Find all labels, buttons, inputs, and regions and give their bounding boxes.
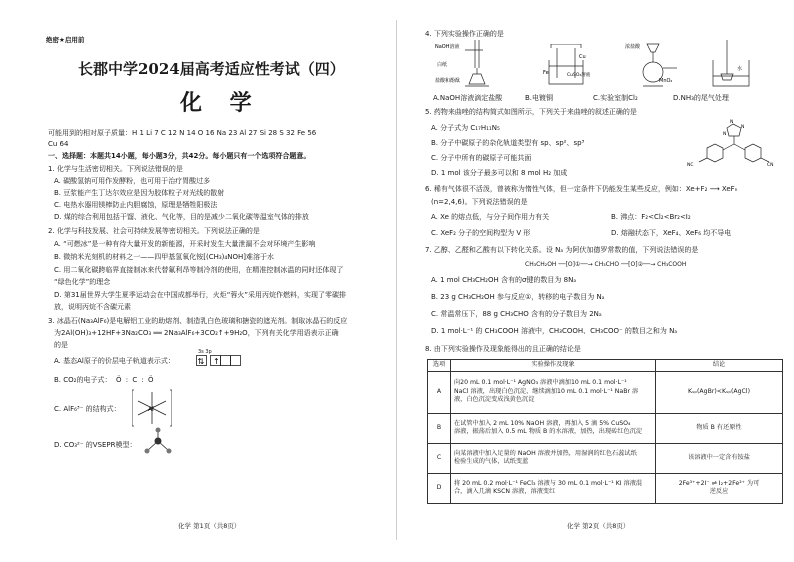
q2-option-b: B. 微纳米光刻机的材料之一——四甲基氢氧化铵[(CH₃)₄NOH]难溶于水 — [54, 253, 274, 261]
table-header-row — [428, 360, 783, 372]
q3-option-a: A. 基态Al原子的价层电子轨道表示式： — [54, 357, 175, 365]
row-conclusion: 物质 B 有还原性 — [656, 413, 783, 443]
row-conclusion — [656, 473, 783, 503]
q6-option-a: A. Xe 的熔点低，与分子间作用力有关 — [431, 213, 550, 221]
q5-option-c: C. 分子中所有的碳原子可能共面 — [431, 154, 532, 162]
operation-line: NaCl 溶液，出现白色沉淀，继续滴加10 mL 0.1 mol·L⁻¹ NaBr 溶 — [454, 387, 639, 395]
q6-option-c: C. XeF₂ 分子的空间构型为 V 形 — [431, 229, 531, 237]
exam-title: 长郡中学2024届高考适应性考试（四） — [78, 60, 345, 78]
q7-scheme: CH₃CH₂OH ──[O]①──→ CH₃CHO ──[O]②──→ CH₃COOH — [525, 261, 687, 268]
label-fe: Fe — [543, 70, 549, 76]
q3-stem-line3: 的是 — [54, 341, 68, 349]
operation-line: 检验生成的气体，试纸变蓝 — [454, 458, 529, 465]
svg-text:Al: Al — [148, 406, 154, 413]
ammonia-absorption-apparatus — [709, 40, 759, 90]
svg-text:↑: ↑ — [213, 357, 220, 366]
operation-line: 在试管中加入 2 mL 10% NaOH 溶液，再加入 5 滴 5% CuSO₄ — [454, 419, 631, 427]
q5-option-a: A. 分子式为 C₁₇H₁₁N₅ — [431, 124, 500, 132]
svg-text:⇅: ⇅ — [197, 357, 205, 366]
q1-option-d: D. 煤的综合利用包括干馏、液化、气化等，目的是减少二氧化碳等温室气体的排放 — [54, 213, 309, 221]
label-naoh: NaOH溶液 — [435, 44, 460, 50]
operation-line: 溶液，振荡后加入 0.5 mL 物质 B 的水溶液，加热，出现砖红色沉淀 — [454, 428, 643, 435]
label-hcl-conc: 浓盐酸 — [625, 44, 641, 50]
q3-option-d: D. CO₃²⁻ 的VSEPR模型： — [54, 441, 137, 449]
row-operation — [451, 413, 656, 443]
svg-text:N: N — [730, 120, 734, 125]
orbital-boxes — [196, 355, 248, 369]
atomic-masses-line2: Cu 64 — [48, 140, 69, 148]
label-hcl: 盐酸和酚酞 — [435, 78, 461, 84]
label-cuso4: CuSO₄溶液 — [567, 73, 591, 78]
q7-stem: 7. 乙醇、乙醛和乙酸有以下转化关系。设 Nₐ 为阿伏加德罗常数的值，下列说法错误的是 — [425, 246, 699, 254]
header-conclusion: 结论 — [656, 360, 783, 372]
table-row — [428, 473, 783, 503]
q6-stem-line2: (n=2,4,6)。下列说法错误的是 — [431, 198, 528, 206]
label-mno2: MnO₂ — [659, 78, 673, 84]
q2-option-d-line2: 放，说明丙烷不含碳元素 — [54, 303, 131, 311]
q7-option-c: C. 常温常压下，88 g CH₃CHO 含有的分子数目为 2Nₐ — [431, 310, 602, 318]
row-operation — [451, 443, 656, 473]
q3-stem-line1: 3. 冰晶石(Na₃AlF₆)是电解铝工业的助熔剂、制造乳白色玻璃和搪瓷的遮光剂。制取冰晶石的反应 — [48, 317, 348, 325]
q4-option-a: A.NaOH溶液滴定盐酸 — [433, 94, 503, 102]
svg-text:NC: NC — [687, 163, 694, 168]
footer-page-2: 化学 第2页（共8页） — [567, 522, 630, 530]
q4-option-b: B.电镀铜 — [525, 94, 554, 102]
conclusion-line: 2Fe³⁺+2I⁻ ⇌ I₂+2Fe²⁺ 为可 — [678, 479, 760, 487]
q8-stem: 8. 由下列实验操作及现象能得出的且正确的结论是 — [425, 345, 581, 353]
atomic-masses-line1: 可能用到的相对原子质量：H 1 Li 7 C 12 N 14 O 16 Na 23 Al 27 Si 28 S 32 Fe 56 — [48, 129, 317, 137]
electroplating-apparatus — [543, 44, 593, 90]
q1-option-b: B. 豆浆能产生丁达尔效应是因为胶体粒子对光线的散射 — [54, 189, 225, 197]
q2-option-d-line1: D. 第31届世界大学生夏季运动会在中国成都举行，火炬“蓉火”采用丙烷作燃料，实现了零碳排 — [54, 291, 346, 299]
operation-line: 向某溶液中加入足量的 NaOH 溶液并加热，用湿润的红色石蕊试纸 — [454, 449, 637, 457]
q4-option-c: C.实验室制Cl₂ — [593, 94, 638, 102]
q7-option-a: A. 1 mol CH₃CH₂OH 含有的σ键的数目为 8Nₐ — [431, 276, 577, 284]
conclusion-line: 逆反应 — [709, 488, 729, 495]
section-heading: 一、选择题：本题共14小题，每小题3分，共42分。每小题只有一个选项符合题意。 — [48, 152, 311, 160]
q3-option-c: C. AlF₆³⁻ 的结构式： — [54, 405, 121, 413]
label-water: 水 — [737, 66, 743, 72]
table-row — [428, 413, 783, 443]
label-cu: Cu — [579, 54, 586, 60]
row-option: B — [428, 413, 451, 443]
letrozole-structure — [687, 118, 779, 170]
table-row — [428, 443, 783, 473]
operation-line: 合，滴入几滴 KSCN 溶液，溶液变红 — [454, 488, 556, 495]
q2-option-c-line1: C. 用二氧化碳跨临界直接制冰来代替氟利昂等制冷剂的使用，在精准控制冰温的同时还体现了 — [54, 266, 344, 274]
q6-option-d: D. 熔融状态下，XeF₄、XeF₆ 均不导电 — [611, 229, 732, 237]
titration-apparatus — [435, 40, 491, 90]
chlorine-apparatus — [625, 38, 681, 90]
co3-vsepr-model — [140, 427, 176, 457]
row-conclusion: Kₛₚ(AgBr)<Kₛₚ(AgCl) — [656, 371, 783, 413]
header-operation: 实验操作及现象 — [451, 360, 656, 372]
q5-stem: 5. 药物来曲唑的结构简式如图所示，下列关于来曲唑的叙述正确的是 — [425, 108, 637, 116]
q1-option-a: A. 碳酸氢钠可用作发酵粉，也可用于治疗胃酸过多 — [54, 177, 211, 185]
header-option: 选项 — [428, 360, 451, 372]
q5-option-b: B. 分子中碳原子的杂化轨道类型有 sp、sp²、sp³ — [431, 139, 585, 147]
experiment-table — [427, 359, 783, 504]
q6-stem-line1: 6. 稀有气体很不活泼，曾被称为惰性气体，但一定条件下仍能发生某些反应，例如：Xe+F₂ ⟶ XeFₙ — [425, 185, 738, 193]
right-column — [397, 0, 794, 562]
q3-stem-line2: 为2Al(OH)₃+12HF+3Na₂CO₃ ══ 2Na₃AlF₆+3CO₂↑+9H₂O，下列有关化学用语表示正确 — [54, 329, 339, 337]
row-option: A — [428, 371, 451, 413]
q4-stem: 4. 下列实验操作正确的是 — [425, 30, 504, 38]
q2-option-c-line2: “绿色化学”的理念 — [54, 278, 111, 286]
svg-text:N: N — [741, 125, 745, 130]
row-conclusion: 该溶液中一定含有铵盐 — [656, 443, 783, 473]
operation-line: 向20 mL 0.1 mol·L⁻¹ AgNO₃ 溶液中滴加10 mL 0.1 mol·L⁻¹ — [454, 379, 627, 387]
table-row — [428, 371, 783, 413]
orbital-label: 3s 3p — [198, 349, 212, 355]
co2-electron-formula: Ö : C : Ö — [116, 376, 155, 384]
q2-stem: 2. 化学与科技发展、社会可持续发展等密切相关。下列说法正确的是 — [48, 227, 260, 235]
row-option: C — [428, 443, 451, 473]
svg-text:白纸: 白纸 — [437, 62, 448, 68]
secret-label: 绝密★启用前 — [46, 36, 85, 44]
row-operation — [451, 371, 656, 413]
q4-option-d: D.NH₃的尾气处理 — [673, 94, 729, 102]
subject-title: 化 学 — [180, 90, 262, 116]
q7-option-b: B. 23 g CH₃CH₂OH 参与反应①，转移的电子数目为 Nₐ — [431, 293, 605, 301]
q1-stem: 1. 化学与生活密切相关。下列说法错误的是 — [48, 165, 183, 173]
q6-option-b: B. 沸点：F₂<Cl₂<Br₂<I₂ — [611, 213, 691, 221]
svg-text:CN: CN — [767, 163, 774, 168]
q1-option-c: C. 电热水器用镁棒防止内胆腐蚀，原理是牺牲阳极法 — [54, 201, 218, 209]
row-option: D — [428, 473, 451, 503]
q7-option-d: D. 1 mol·L⁻¹ 的 CH₃COOH 溶液中，CH₃COOH、CH₃COO⁻ 的数目之和为 Nₐ — [431, 327, 678, 335]
row-operation — [451, 473, 656, 503]
alf6-structure — [132, 388, 172, 428]
footer-page-1: 化学 第1页（共8页） — [178, 522, 241, 530]
q3-option-b: B. CO₂的电子式： — [54, 376, 112, 384]
operation-line: 将 20 mL 0.2 mol·L⁻¹ FeCl₃ 溶液与 30 mL 0.1 mol·L⁻¹ KI 溶液混 — [454, 479, 643, 487]
q5-option-d: D. 1 mol 该分子最多可以和 8 mol H₂ 加成 — [431, 169, 568, 177]
svg-text:N: N — [723, 132, 727, 137]
q2-option-a: A. “可燃冰”是一种有待大量开发的新能源，开采时发生大量泄漏不会对环境产生影响 — [54, 240, 316, 248]
operation-line: 液，白色沉淀变成浅黄色沉淀 — [454, 396, 535, 404]
